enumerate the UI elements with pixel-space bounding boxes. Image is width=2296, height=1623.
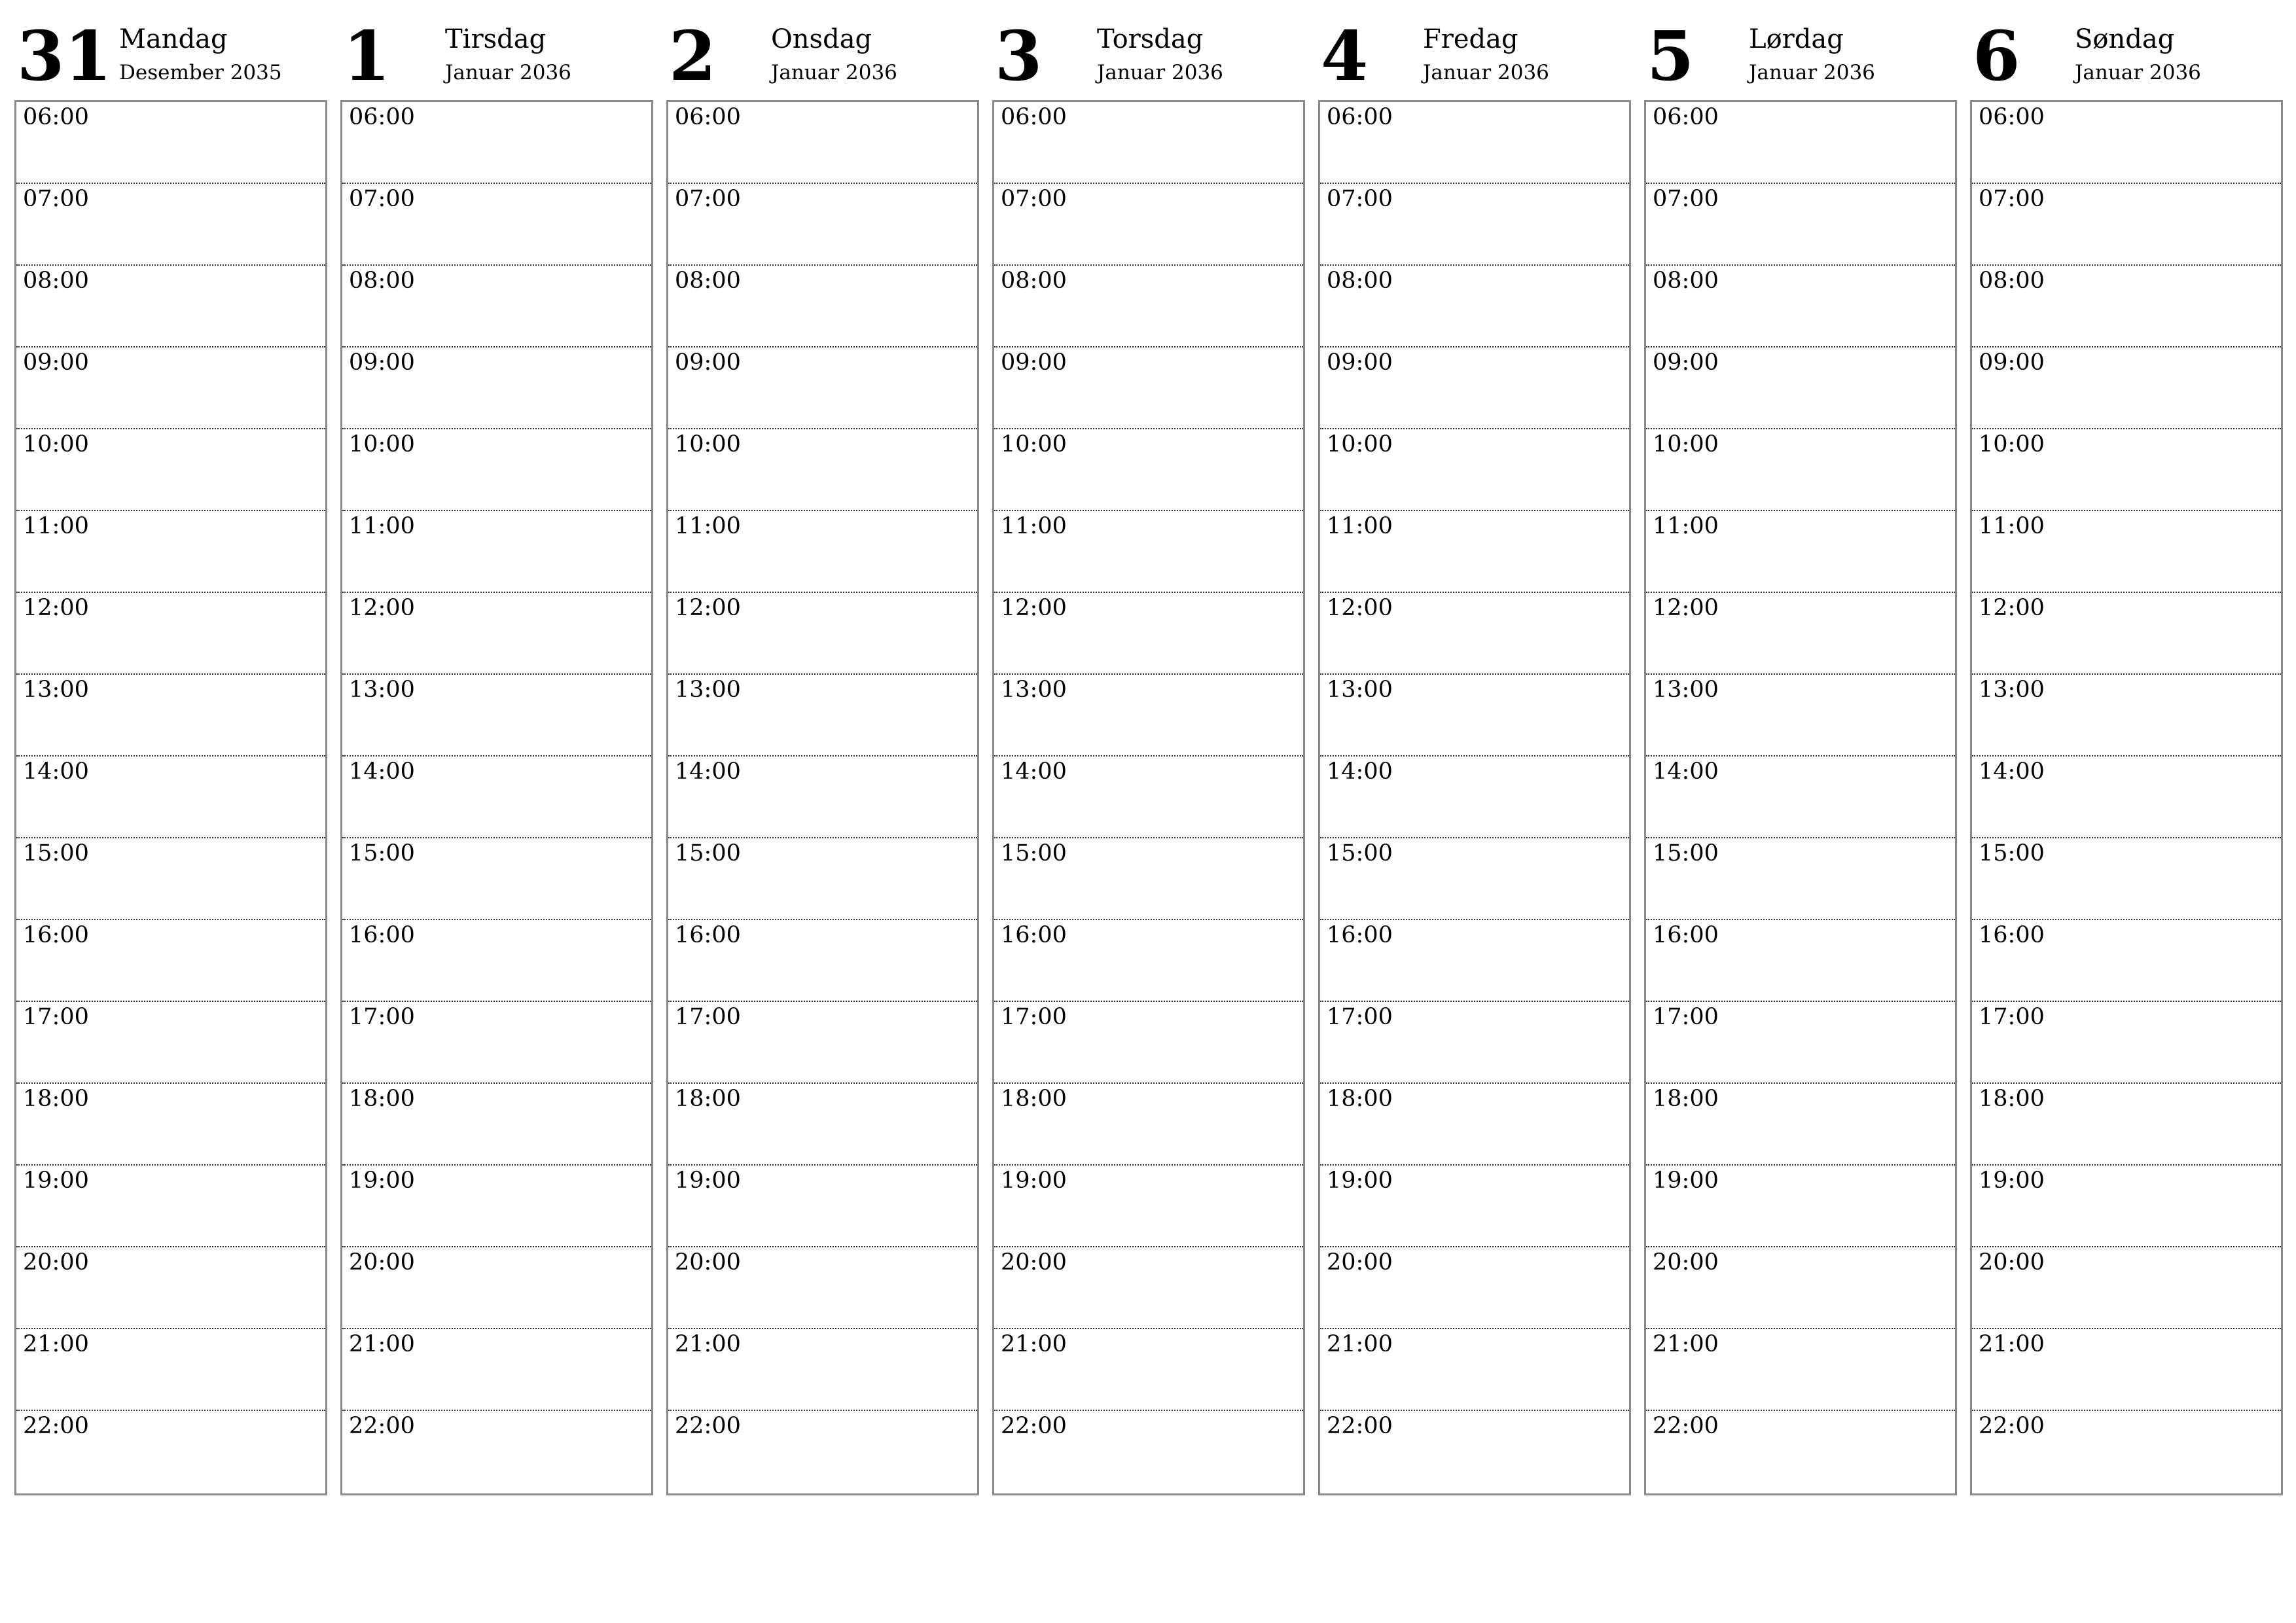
time-label: 07:00 [1001,186,1067,212]
weekly-planner [14,14,2282,1496]
month-year: Januar 2036 [1423,61,1549,84]
day-number: 4 [1321,16,1369,96]
time-slot[interactable] [1972,1084,2281,1166]
time-slot[interactable] [1646,1329,1955,1411]
time-label: 15:00 [675,840,741,866]
time-slot[interactable] [1320,838,1629,920]
time-label: 22:00 [1001,1413,1067,1439]
time-label: 15:00 [1979,840,2045,866]
time-slot[interactable] [1320,348,1629,429]
time-label: 16:00 [1327,922,1393,948]
time-label: 21:00 [23,1331,89,1357]
time-slot[interactable] [1646,1002,1955,1084]
time-label: 06:00 [1979,104,2045,130]
time-slot[interactable] [994,1166,1303,1247]
time-slot[interactable] [16,1166,325,1247]
time-label: 11:00 [349,513,415,539]
time-label: 18:00 [1653,1086,1719,1112]
time-slot[interactable] [668,1084,977,1166]
time-label: 17:00 [349,1004,415,1030]
time-label: 13:00 [675,677,741,703]
month-year: Januar 2036 [1749,61,1875,84]
time-label: 10:00 [675,431,741,457]
day-column-fredag [1318,14,1631,1496]
time-label: 21:00 [1001,1331,1067,1357]
time-label: 12:00 [349,595,415,621]
time-label: 09:00 [1001,349,1067,376]
day-column-lordag [1644,14,1957,1496]
time-slot[interactable] [16,1329,325,1411]
time-label: 19:00 [675,1168,741,1194]
day-number: 6 [1973,16,2020,96]
day-header [992,14,1305,99]
time-label: 16:00 [675,922,741,948]
time-label: 06:00 [1327,104,1393,130]
time-slot[interactable] [1972,102,2281,184]
time-slot[interactable] [668,429,977,511]
time-slot[interactable] [1646,348,1955,429]
time-label: 14:00 [23,758,89,785]
time-label: 15:00 [1653,840,1719,866]
time-slot[interactable] [16,266,325,348]
time-slot[interactable] [994,920,1303,1002]
time-slot[interactable] [342,1084,651,1166]
time-label: 20:00 [675,1249,741,1275]
time-slot[interactable] [342,1411,651,1493]
time-slot[interactable] [668,1002,977,1084]
time-label: 18:00 [23,1086,89,1112]
time-slot[interactable] [16,184,325,266]
time-slot[interactable] [342,757,651,838]
time-label: 08:00 [1653,268,1719,294]
day-number: 2 [669,16,717,96]
time-slot[interactable] [1320,920,1629,1002]
time-slot[interactable] [668,593,977,675]
time-slot[interactable] [1972,266,2281,348]
time-slot[interactable] [1320,757,1629,838]
time-label: 16:00 [1001,922,1067,948]
time-label: 22:00 [675,1413,741,1439]
time-label: 10:00 [1979,431,2045,457]
time-label: 08:00 [1327,268,1393,294]
month-year: Januar 2036 [1097,61,1223,84]
time-label: 12:00 [1653,595,1719,621]
time-slot[interactable] [1972,511,2281,593]
time-slot[interactable] [994,1247,1303,1329]
time-label: 18:00 [675,1086,741,1112]
time-label: 08:00 [675,268,741,294]
time-slot[interactable] [1320,266,1629,348]
time-label: 18:00 [1001,1086,1067,1112]
time-label: 19:00 [23,1168,89,1194]
time-slot[interactable] [1972,757,2281,838]
time-slot[interactable] [342,1166,651,1247]
time-slot[interactable] [16,1247,325,1329]
day-schedule-box [992,100,1305,1495]
time-label: 20:00 [1327,1249,1393,1275]
time-slot[interactable] [342,102,651,184]
time-label: 22:00 [23,1413,89,1439]
time-slot[interactable] [1646,1411,1955,1493]
time-slot[interactable] [994,184,1303,266]
time-slot[interactable] [1646,102,1955,184]
time-slot[interactable] [342,593,651,675]
time-label: 09:00 [1327,349,1393,376]
time-slot[interactable] [994,593,1303,675]
time-label: 08:00 [349,268,415,294]
time-slot[interactable] [342,1247,651,1329]
time-label: 09:00 [1979,349,2045,376]
time-slot[interactable] [1320,593,1629,675]
time-label: 17:00 [1979,1004,2045,1030]
time-label: 07:00 [1653,186,1719,212]
weekday-name: Tirsdag [445,24,547,54]
day-number: 31 [17,16,112,96]
time-slot[interactable] [994,266,1303,348]
time-slot[interactable] [1972,1329,2281,1411]
time-slot[interactable] [16,757,325,838]
day-column-sondag [1970,14,2283,1496]
time-slot[interactable] [1646,593,1955,675]
time-label: 19:00 [1653,1168,1719,1194]
time-slot[interactable] [1320,1084,1629,1166]
time-slot[interactable] [668,1329,977,1411]
time-label: 10:00 [1653,431,1719,457]
time-slot[interactable] [1320,1329,1629,1411]
time-label: 17:00 [675,1004,741,1030]
time-slot[interactable] [994,757,1303,838]
time-label: 21:00 [1327,1331,1393,1357]
day-number: 5 [1647,16,1695,96]
time-slot[interactable] [994,429,1303,511]
time-slot[interactable] [1646,511,1955,593]
time-label: 17:00 [1001,1004,1067,1030]
day-column-torsdag [992,14,1305,1496]
day-header [1318,14,1631,99]
time-label: 14:00 [1653,758,1719,785]
time-slot[interactable] [1646,838,1955,920]
time-slot[interactable] [16,429,325,511]
time-slot[interactable] [1972,184,2281,266]
time-label: 18:00 [1979,1086,2045,1112]
time-slot[interactable] [1646,1166,1955,1247]
time-label: 20:00 [349,1249,415,1275]
day-header [340,14,653,99]
day-header [666,14,979,99]
day-header [1970,14,2283,99]
time-label: 06:00 [1653,104,1719,130]
time-slot[interactable] [668,757,977,838]
time-label: 16:00 [1979,922,2045,948]
time-slot[interactable] [994,1411,1303,1493]
time-slot[interactable] [16,675,325,757]
time-label: 22:00 [1327,1413,1393,1439]
time-slot[interactable] [668,511,977,593]
time-label: 12:00 [1001,595,1067,621]
time-slot[interactable] [1646,757,1955,838]
time-label: 14:00 [1001,758,1067,785]
time-label: 20:00 [1653,1249,1719,1275]
time-label: 21:00 [349,1331,415,1357]
day-schedule-box [1970,100,2283,1495]
time-slot[interactable] [16,1002,325,1084]
time-slot[interactable] [994,1329,1303,1411]
time-label: 07:00 [349,186,415,212]
time-slot[interactable] [1320,1166,1629,1247]
weekday-name: Fredag [1423,24,1518,54]
time-label: 07:00 [675,186,741,212]
time-slot[interactable] [994,348,1303,429]
day-schedule-box [340,100,653,1495]
time-slot[interactable] [668,920,977,1002]
time-slot[interactable] [1972,838,2281,920]
time-slot[interactable] [16,920,325,1002]
weekday-name: Søndag [2075,24,2175,54]
day-number: 3 [995,16,1043,96]
weekday-name: Torsdag [1097,24,1204,54]
time-label: 11:00 [1327,513,1393,539]
time-slot[interactable] [668,838,977,920]
time-slot[interactable] [1320,1247,1629,1329]
time-label: 19:00 [1001,1168,1067,1194]
time-label: 08:00 [23,268,89,294]
time-slot[interactable] [16,102,325,184]
time-label: 16:00 [23,922,89,948]
time-label: 14:00 [675,758,741,785]
day-column-onsdag [666,14,979,1496]
time-slot[interactable] [342,675,651,757]
time-slot[interactable] [16,1084,325,1166]
time-label: 15:00 [349,840,415,866]
time-slot[interactable] [342,511,651,593]
time-label: 11:00 [1979,513,2045,539]
day-number: 1 [343,16,391,96]
time-slot[interactable] [1972,1002,2281,1084]
time-label: 18:00 [1327,1086,1393,1112]
time-slot[interactable] [994,102,1303,184]
time-label: 21:00 [1979,1331,2045,1357]
month-year: Januar 2036 [771,61,897,84]
time-label: 15:00 [23,840,89,866]
time-label: 21:00 [675,1331,741,1357]
time-label: 11:00 [23,513,89,539]
weekday-name: Onsdag [771,24,872,54]
time-label: 18:00 [349,1086,415,1112]
time-label: 14:00 [1979,758,2045,785]
time-label: 19:00 [1979,1168,2045,1194]
time-slot[interactable] [1320,1002,1629,1084]
time-label: 06:00 [23,104,89,130]
month-year: Desember 2035 [119,61,282,84]
time-label: 09:00 [675,349,741,376]
time-label: 22:00 [349,1413,415,1439]
time-slot[interactable] [342,1002,651,1084]
time-slot[interactable] [1972,348,2281,429]
time-slot[interactable] [1320,102,1629,184]
time-label: 09:00 [1653,349,1719,376]
time-label: 13:00 [1327,677,1393,703]
time-label: 13:00 [1001,677,1067,703]
time-slot[interactable] [1646,1247,1955,1329]
time-slot[interactable] [16,511,325,593]
time-slot[interactable] [1972,429,2281,511]
time-slot[interactable] [668,1247,977,1329]
time-label: 13:00 [1979,677,2045,703]
weekday-name: Lørdag [1749,24,1844,54]
time-label: 09:00 [23,349,89,376]
time-slot[interactable] [1320,511,1629,593]
time-slot[interactable] [1646,920,1955,1002]
time-slot[interactable] [1972,675,2281,757]
time-label: 08:00 [1979,268,2045,294]
time-label: 15:00 [1001,840,1067,866]
time-label: 12:00 [1979,595,2045,621]
time-label: 19:00 [1327,1168,1393,1194]
time-slot[interactable] [1972,1247,2281,1329]
time-slot[interactable] [342,1329,651,1411]
day-schedule-box [1644,100,1957,1495]
time-slot[interactable] [1320,184,1629,266]
time-slot[interactable] [668,102,977,184]
time-label: 10:00 [1327,431,1393,457]
time-label: 07:00 [23,186,89,212]
time-label: 14:00 [349,758,415,785]
time-label: 10:00 [1001,431,1067,457]
month-year: Januar 2036 [2075,61,2201,84]
time-slot[interactable] [16,1411,325,1493]
time-slot[interactable] [1972,920,2281,1002]
time-slot[interactable] [342,920,651,1002]
time-label: 22:00 [1979,1413,2045,1439]
time-label: 17:00 [1653,1004,1719,1030]
time-label: 21:00 [1653,1331,1719,1357]
time-label: 15:00 [1327,840,1393,866]
time-label: 20:00 [1979,1249,2045,1275]
time-label: 13:00 [23,677,89,703]
time-slot[interactable] [16,838,325,920]
time-label: 06:00 [675,104,741,130]
time-slot[interactable] [994,1002,1303,1084]
time-label: 16:00 [349,922,415,948]
time-label: 10:00 [349,431,415,457]
time-slot[interactable] [994,838,1303,920]
time-slot[interactable] [342,348,651,429]
day-schedule-box [14,100,327,1495]
time-label: 20:00 [23,1249,89,1275]
time-slot[interactable] [994,1084,1303,1166]
time-label: 14:00 [1327,758,1393,785]
time-slot[interactable] [1972,1166,2281,1247]
time-slot[interactable] [342,266,651,348]
time-label: 16:00 [1653,922,1719,948]
time-slot[interactable] [1646,429,1955,511]
time-slot[interactable] [1646,266,1955,348]
time-label: 12:00 [1327,595,1393,621]
time-label: 11:00 [1001,513,1067,539]
time-label: 07:00 [1979,186,2045,212]
time-label: 20:00 [1001,1249,1067,1275]
time-label: 22:00 [1653,1413,1719,1439]
time-slot[interactable] [1646,675,1955,757]
time-slot[interactable] [1972,1411,2281,1493]
time-slot[interactable] [1646,184,1955,266]
day-column-mandag [14,14,327,1496]
time-label: 06:00 [349,104,415,130]
time-label: 12:00 [675,595,741,621]
time-slot[interactable] [16,593,325,675]
time-slot[interactable] [16,348,325,429]
time-slot[interactable] [1972,593,2281,675]
time-label: 10:00 [23,431,89,457]
time-label: 06:00 [1001,104,1067,130]
time-slot[interactable] [668,348,977,429]
time-label: 08:00 [1001,268,1067,294]
day-header [1644,14,1957,99]
time-slot[interactable] [1646,1084,1955,1166]
time-slot[interactable] [1320,429,1629,511]
time-label: 09:00 [349,349,415,376]
time-slot[interactable] [342,838,651,920]
time-label: 13:00 [349,677,415,703]
time-slot[interactable] [668,1411,977,1493]
time-label: 07:00 [1327,186,1393,212]
month-year: Januar 2036 [445,61,571,84]
time-label: 17:00 [23,1004,89,1030]
time-slot[interactable] [668,266,977,348]
time-slot[interactable] [1320,675,1629,757]
weekday-name: Mandag [119,24,228,54]
day-schedule-box [666,100,979,1495]
time-slot[interactable] [668,1166,977,1247]
time-label: 11:00 [675,513,741,539]
time-slot[interactable] [994,511,1303,593]
time-slot[interactable] [994,675,1303,757]
time-label: 12:00 [23,595,89,621]
day-column-tirsdag [340,14,653,1496]
time-label: 17:00 [1327,1004,1393,1030]
day-schedule-box [1318,100,1631,1495]
day-header [14,14,327,99]
time-slot[interactable] [668,675,977,757]
time-slot[interactable] [342,184,651,266]
time-slot[interactable] [668,184,977,266]
time-slot[interactable] [1320,1411,1629,1493]
time-label: 13:00 [1653,677,1719,703]
time-label: 19:00 [349,1168,415,1194]
time-slot[interactable] [342,429,651,511]
time-label: 11:00 [1653,513,1719,539]
